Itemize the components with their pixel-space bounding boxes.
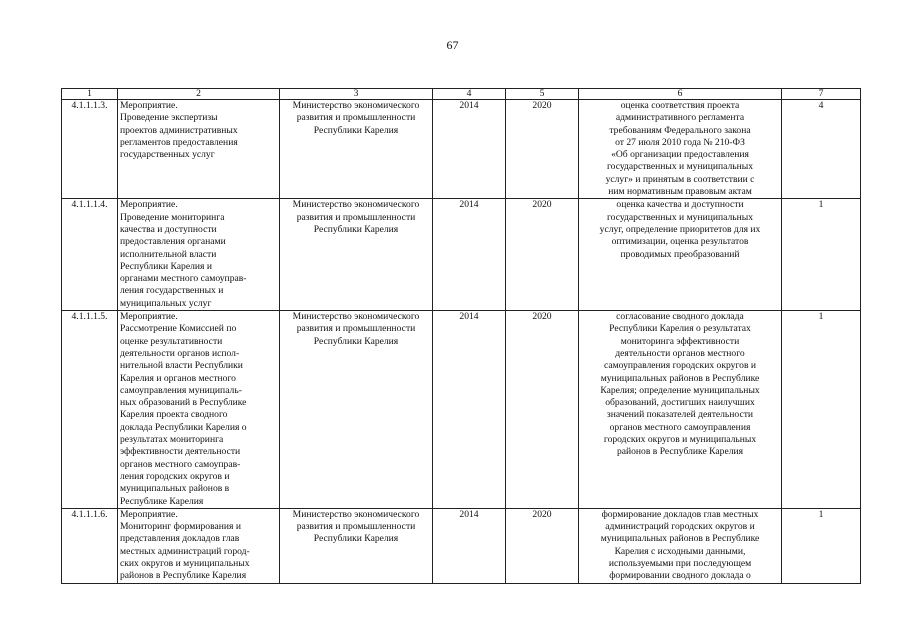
- text-line: значений показателей деятельности: [606, 409, 754, 421]
- text-line: Министерство экономического: [292, 508, 420, 520]
- activity-number: 4.1.1.1.4.: [62, 199, 118, 311]
- text-line: проектов административных: [120, 124, 238, 136]
- text-line: доклада Республики Карелия о: [120, 421, 247, 433]
- text-line: согласование сводного доклада: [616, 311, 744, 323]
- text-line: развития и промышленности: [296, 521, 416, 533]
- text-line: Министерство экономического: [292, 199, 420, 211]
- text-line: эффективности деятельности: [120, 446, 241, 458]
- text-line: от 27 июля 2010 года № 210-ФЗ: [615, 136, 745, 148]
- expected-result: [579, 311, 782, 509]
- start-year: 2014: [433, 311, 506, 509]
- text-line: регламентов предоставления: [120, 136, 238, 148]
- text-line: развития и промышленности: [296, 323, 416, 335]
- text-line: администраций городских округов и: [605, 521, 755, 533]
- responsible-executor: [280, 199, 433, 311]
- text-line: образований, достигших наилучших: [605, 397, 755, 409]
- end-year: 2020: [506, 508, 579, 583]
- indicator-number: 1: [782, 199, 861, 311]
- text-line: используемыми при последующем: [608, 557, 752, 569]
- activity-description: [118, 100, 280, 199]
- responsible-executor: [280, 100, 433, 199]
- text-line: деятельности органов испол-: [120, 347, 240, 359]
- responsible-executor: [280, 311, 433, 509]
- column-header: 3: [280, 89, 433, 100]
- text-line: районов в Республике Карелия: [120, 570, 247, 582]
- text-line: самоуправления городских округов и: [603, 360, 757, 372]
- text-line: развития и промышленности: [296, 211, 416, 223]
- text-line: услуг, определение приоритетов для их: [599, 223, 761, 235]
- text-line: качества и доступности: [120, 223, 217, 235]
- expected-result: [579, 199, 782, 311]
- text-line: развития и промышленности: [296, 112, 416, 124]
- text-line: Республики Карелия: [313, 335, 399, 347]
- text-line: местных администраций город-: [120, 545, 250, 557]
- text-line: муниципальных районов в: [120, 483, 230, 495]
- column-number-row: [62, 89, 861, 100]
- text-line: исполнительной власти: [120, 248, 217, 260]
- text-line: ления городских округов и: [120, 470, 230, 482]
- table-row: [62, 199, 861, 311]
- text-line: оптимизации, оценка результатов: [611, 236, 749, 248]
- text-line: проводимых преобразований: [620, 248, 740, 260]
- text-line: государственных и муниципальных: [606, 211, 754, 223]
- text-line: Республике Карелия: [120, 495, 204, 507]
- start-year: 2014: [433, 199, 506, 311]
- text-line: Мониторинг формирования и: [120, 521, 241, 533]
- start-year: 2014: [433, 508, 506, 583]
- text-line: оценка качества и доступности: [616, 199, 744, 211]
- page-number: 67: [446, 38, 459, 52]
- text-line: услуг» и принятым в соответствии с: [605, 173, 755, 185]
- text-line: оценке результативности: [120, 335, 223, 347]
- text-line: Карелия; определение муниципальных: [600, 384, 760, 396]
- text-line: муниципальных районов в Республике: [600, 533, 760, 545]
- indicator-number: 1: [782, 508, 861, 583]
- text-line: Карелия с исходными данными,: [614, 545, 746, 557]
- text-line: результатах мониторинга: [120, 434, 224, 446]
- end-year: 2020: [506, 199, 579, 311]
- activity-number: 4.1.1.1.6.: [62, 508, 118, 583]
- text-line: ления государственных и: [120, 285, 224, 297]
- text-line: государственных и муниципальных: [606, 161, 754, 173]
- text-line: органов местного самоуправ-: [120, 458, 241, 470]
- text-line: представления докладов глав: [120, 533, 240, 545]
- text-line: формирование докладов глав местных: [601, 508, 759, 520]
- table-row: [62, 508, 861, 583]
- text-line: деятельности органов местного: [615, 347, 745, 359]
- indicator-number: 1: [782, 311, 861, 509]
- text-line: оценка соответствия проекта: [620, 100, 740, 111]
- text-line: самоуправления муниципаль-: [120, 384, 242, 396]
- text-line: Министерство экономического: [292, 100, 420, 111]
- text-line: Мероприятие.: [120, 311, 178, 323]
- end-year: 2020: [506, 100, 579, 199]
- table-row: [62, 100, 861, 199]
- activity-description: [118, 311, 280, 509]
- text-line: ним нормативным правовым актам: [608, 186, 752, 198]
- text-line: Республики Карелия: [313, 533, 399, 545]
- text-line: Мероприятие.: [120, 100, 178, 111]
- text-line: Карелия и органов местного: [120, 372, 236, 384]
- text-line: муниципальных районов в Республике: [600, 372, 760, 384]
- column-header: 1: [62, 89, 118, 100]
- text-line: ских округов и муниципальных: [120, 557, 250, 569]
- text-line: Мероприятие.: [120, 199, 178, 211]
- column-header: 7: [782, 89, 861, 100]
- column-header: 5: [506, 89, 579, 100]
- text-line: органами местного самоуправ-: [120, 273, 247, 285]
- text-line: органов местного самоуправления: [609, 421, 751, 433]
- activity-description: [118, 508, 280, 583]
- text-line: Мероприятие.: [120, 508, 178, 520]
- start-year: 2014: [433, 100, 506, 199]
- expected-result: [579, 100, 782, 199]
- column-header: 4: [433, 89, 506, 100]
- text-line: городских округов и муниципальных: [603, 434, 757, 446]
- text-line: «Об организации предоставления: [611, 149, 749, 161]
- text-line: предоставления органами: [120, 236, 226, 248]
- end-year: 2020: [506, 311, 579, 509]
- text-line: районов в Республике Карелия: [616, 446, 744, 458]
- table-row: [62, 311, 861, 509]
- text-line: муниципальных услуг: [120, 297, 212, 309]
- text-line: Карелия проекта сводного: [120, 409, 228, 421]
- text-line: Рассмотрение Комиссией по: [120, 323, 237, 335]
- text-line: формировании сводного доклада о: [609, 570, 751, 582]
- text-line: Республики Карелия и: [120, 260, 212, 272]
- text-line: Министерство экономического: [292, 311, 420, 323]
- column-header: 6: [579, 89, 782, 100]
- activity-number: 4.1.1.1.5.: [62, 311, 118, 509]
- text-line: нительной власти Республики: [120, 360, 243, 372]
- column-header: 2: [118, 89, 280, 100]
- text-line: мониторинга эффективности: [620, 335, 740, 347]
- activity-number: 4.1.1.1.3.: [62, 100, 118, 199]
- text-line: Республики Карелия: [313, 223, 399, 235]
- text-line: государственных услуг: [120, 149, 215, 161]
- text-line: Проведение мониторинга: [120, 211, 225, 223]
- activity-description: [118, 199, 280, 311]
- indicator-number: 4: [782, 100, 861, 199]
- text-line: Республики Карелия о результатах: [609, 323, 751, 335]
- text-line: административного регламента: [615, 112, 745, 124]
- text-line: Республики Карелия: [313, 124, 399, 136]
- program-activities-table: [61, 88, 861, 584]
- responsible-executor: [280, 508, 433, 583]
- text-line: Проведение экспертизы: [120, 112, 218, 124]
- expected-result: [579, 508, 782, 583]
- text-line: ных образований в Республике: [120, 397, 247, 409]
- text-line: требованиям Федерального закона: [609, 124, 751, 136]
